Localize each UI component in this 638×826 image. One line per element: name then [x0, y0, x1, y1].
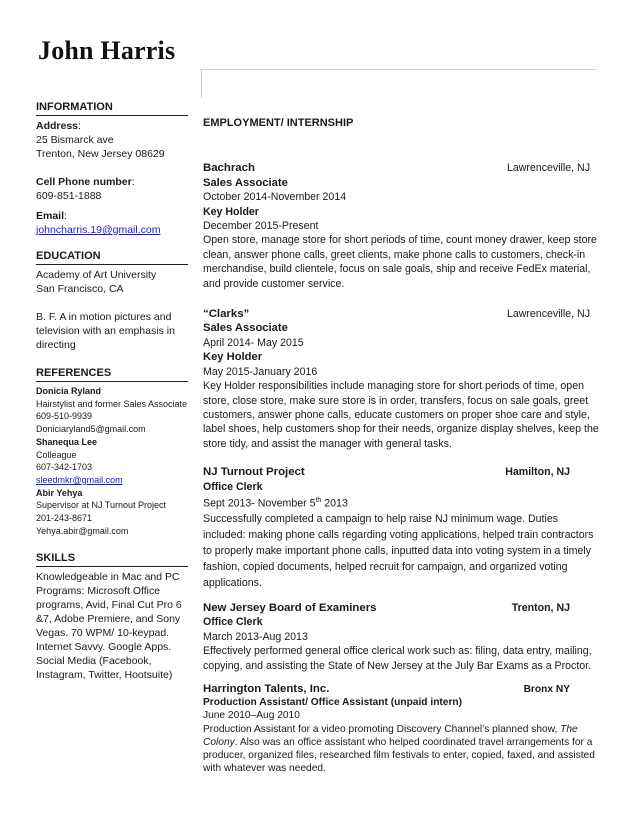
right-column: [203, 116, 600, 775]
job-description: Successfully completed a campaign to help raise NJ minimum wage. Duties included: making phone calls regarding voting applications, helped train contractors to properly make important phone calls, inputted data into voting system in a timely fashion, copied documents, helped recruit for campaign, and organized voting applications.: [203, 512, 594, 589]
job-description: Open store, manage store for short periods of time, count money drawer, keep store clean, answer phone calls, greet clients, make phone calls to customers, check-in merchandise, build clientele, focus on sale goals, ship and receive FedEx material, and provide customer service.: [203, 234, 597, 290]
job-description: Key Holder responsibilities include managing store for short periods of time, open store, close store, make sure store is in order, transfers, focus on sale goals, greet customers, answer phone calls, educate customers on proper shoe care and style, label shoes, help customers shop for their needs, organize display shelves, keep the store tidy, and assist the manager with general tasks.: [203, 380, 599, 450]
reference-email: Yehya.abir@gmail.com: [36, 525, 129, 536]
resume-name: John Harris: [38, 36, 176, 65]
job-dates: December 2015-Present: [203, 220, 319, 233]
address-line2: Trenton, New Jersey 08629: [36, 148, 165, 160]
header-divider: [200, 69, 596, 70]
reference-phone: 607-342-1703: [36, 462, 93, 473]
job-location: Lawrenceville, NJ: [506, 162, 590, 175]
job-title: Office Clerk: [203, 480, 263, 493]
job-employer: Bachrach: [203, 162, 255, 175]
address-label: Address:: [36, 120, 81, 132]
skills-text: Knowledgeable in Mac and PC Programs: Microsoft Office programs, Avid, Final Cut Pro 6 &7, Adobe Premiere, and Sony Vegas. 70 WPM/ 10-keypad. Internet Savvy. Google Apps. Social Media (Facebook, Instagram, Twitter, Hootsuite): [36, 571, 182, 682]
job-dates: May 2015-January 2016: [203, 365, 318, 378]
job-location: Hamilton, NJ: [505, 466, 570, 479]
job-employer: New Jersey Board of Examiners: [203, 601, 377, 614]
reference-role: Colleague: [36, 449, 77, 460]
reference-phone: 201-243-8671: [36, 513, 93, 524]
job-location: Bronx NY: [523, 683, 570, 695]
job-title: Sales Associate: [203, 176, 288, 189]
reference-name: Donicia Ryland: [36, 386, 102, 396]
job-entry: [203, 161, 600, 291]
references-list: [36, 385, 188, 537]
job-entry: [203, 601, 600, 673]
reference-name: Shanequa Lee: [36, 436, 98, 447]
education-city: San Francisco, CA: [36, 283, 124, 295]
job-dates: April 2014- May 2015: [203, 336, 304, 349]
job-dates: June 2010–Aug 2010: [203, 710, 300, 722]
job-location: Trenton, NJ: [511, 601, 570, 614]
education-school: Academy of Art University: [36, 269, 157, 281]
job-employer: NJ Turnout Project: [203, 466, 305, 479]
education-degree: B. F. A in motion pictures and television with an emphasis in directing: [36, 311, 175, 351]
job-title: Sales Associate: [203, 322, 288, 335]
left-column: [36, 100, 188, 682]
job-title: Key Holder: [203, 351, 263, 364]
reference-role: Supervisor at NJ Turnout Project: [36, 500, 167, 511]
reference-email: Doniciaryland5@gmail.com: [36, 424, 146, 435]
column-divider: [201, 70, 202, 98]
email-label: Email:: [36, 210, 67, 222]
job-title: Production Assistant/ Office Assistant (unpaid intern): [203, 697, 463, 709]
education-heading: EDUCATION: [36, 249, 188, 265]
reference-role: Hairstylist and former Sales Associate: [36, 398, 188, 409]
phone-number: 609-851-1888: [36, 190, 102, 202]
job-entry: [203, 683, 600, 775]
phone-label: Cell Phone number:: [36, 176, 135, 188]
job-employer: Harrington Talents, Inc.: [203, 682, 330, 695]
reference-email[interactable]: sleedmkr@gmail.com: [36, 474, 123, 485]
job-description: Effectively performed general office clerical work such as: filing, data entry, mailing, copying, and assisting the State of New Jersey at the July Bar Exams as a Proctor.: [203, 645, 592, 672]
reference-phone: 609-510-9939: [36, 411, 93, 422]
information-heading: INFORMATION: [36, 100, 188, 116]
job-employer: “Clarks”: [203, 308, 250, 321]
job-description: Production Assistant for a video promoting Discovery Channel’s planned show, The Colony. Also was an office assistant who helped coordinated travel arrangements for a producer, organized files, researched film festivals to enter, copied, faxed, and assisted with whatever was needed.: [203, 723, 595, 775]
email-link[interactable]: johncharris.19@gmail.com: [36, 224, 161, 236]
employment-heading: EMPLOYMENT/ INTERNSHIP: [203, 117, 354, 129]
job-entry: [203, 465, 600, 591]
job-title: Key Holder: [203, 205, 259, 218]
references-heading: REFERENCES: [36, 366, 188, 382]
address-line1: 25 Bismarck ave: [36, 134, 114, 146]
job-dates: October 2014-November 2014: [203, 191, 347, 204]
job-dates: March 2013-Aug 2013: [203, 630, 308, 643]
job-dates: Sept 2013- November 5th 2013: [203, 496, 348, 510]
skills-heading: SKILLS: [36, 551, 188, 567]
job-location: Lawrenceville, NJ: [506, 308, 590, 321]
reference-name: Abir Yehya: [36, 487, 83, 498]
job-entry: [203, 307, 600, 451]
job-title: Office Clerk: [203, 616, 263, 629]
